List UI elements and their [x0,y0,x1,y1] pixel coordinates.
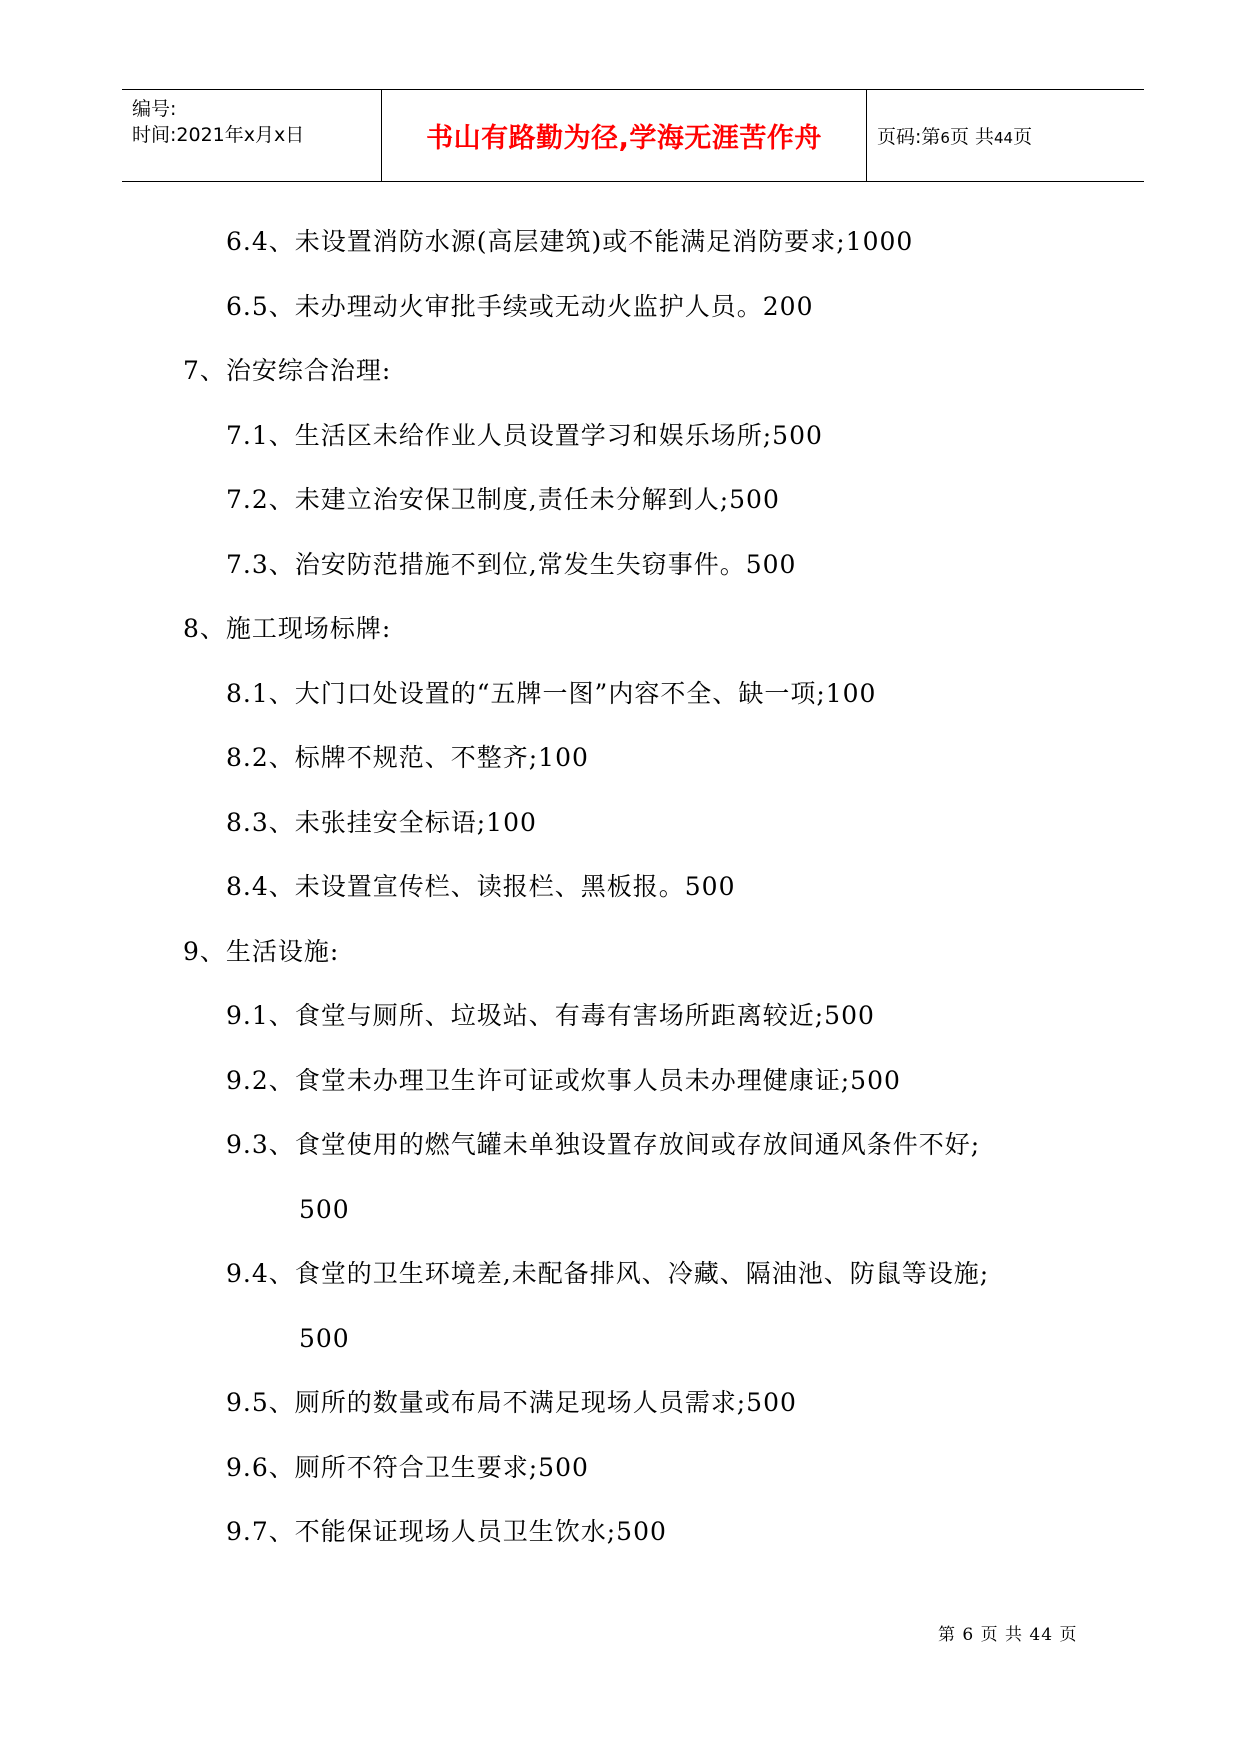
list-item: 9.6、厕所不符合卫生要求;500 [226,1453,589,1482]
page-total: 44 [994,129,1014,147]
list-item: 9.3、食堂使用的燃气罐未单独设置存放间或存放间通风条件不好; [226,1130,981,1159]
page-number: 6 [940,129,950,147]
page-footer: 第 6 页 共 44 页 [938,1625,1078,1645]
section-heading: 9、生活设施: [183,937,340,966]
page-suffix: 页 [1013,126,1033,148]
header-motto: 书山有路勤为径,学海无涯苦作舟 [426,123,822,154]
page-prefix: 页码:第 [877,126,941,148]
list-item: 6.4、未设置消防水源(高层建筑)或不能满足消防要求;1000 [226,227,914,256]
section-heading: 8、施工现场标牌: [183,614,392,643]
list-item: 9.2、食堂未办理卫生许可证或炊事人员未办理健康证;500 [226,1066,901,1095]
document-number-label: 编号: [132,98,177,120]
document-time-label: 时间:2021年x月x日 [132,124,305,146]
list-item: 7.1、生活区未给作业人员设置学习和娱乐场所;500 [226,421,823,450]
list-item: 8.2、标牌不规范、不整齐;100 [226,743,589,772]
list-item-continuation: 500 [299,1324,350,1353]
header-motto-cell [381,90,867,181]
section-heading: 7、治安综合治理: [183,356,392,385]
list-item: 8.3、未张挂安全标语;100 [226,808,537,837]
list-item: 7.3、治安防范措施不到位,常发生失窃事件。500 [226,550,797,579]
header-left-cell [122,90,381,181]
list-item: 9.7、不能保证现场人员卫生饮水;500 [226,1517,667,1546]
list-item: 9.1、食堂与厕所、垃圾站、有毒有害场所距离较近;500 [226,1001,875,1030]
list-item: 6.5、未办理动火审批手续或无动火监护人员。200 [226,292,814,321]
header-page-info [867,122,1032,149]
page-mid: 页 共 [949,126,994,148]
list-item: 7.2、未建立治安保卫制度,责任未分解到人;500 [226,485,780,514]
list-item: 9.5、厕所的数量或布局不满足现场人员需求;500 [226,1388,797,1417]
header-page-cell [867,90,1144,181]
list-item: 8.4、未设置宣传栏、读报栏、黑板报。500 [226,872,736,901]
list-item: 8.1、大门口处设置的“五牌一图”内容不全、缺一项;100 [226,679,877,708]
list-item: 9.4、食堂的卫生环境差,未配备排风、冷藏、隔油池、防鼠等设施; [226,1259,990,1288]
list-item-continuation: 500 [299,1195,350,1224]
page-header [122,89,1144,182]
